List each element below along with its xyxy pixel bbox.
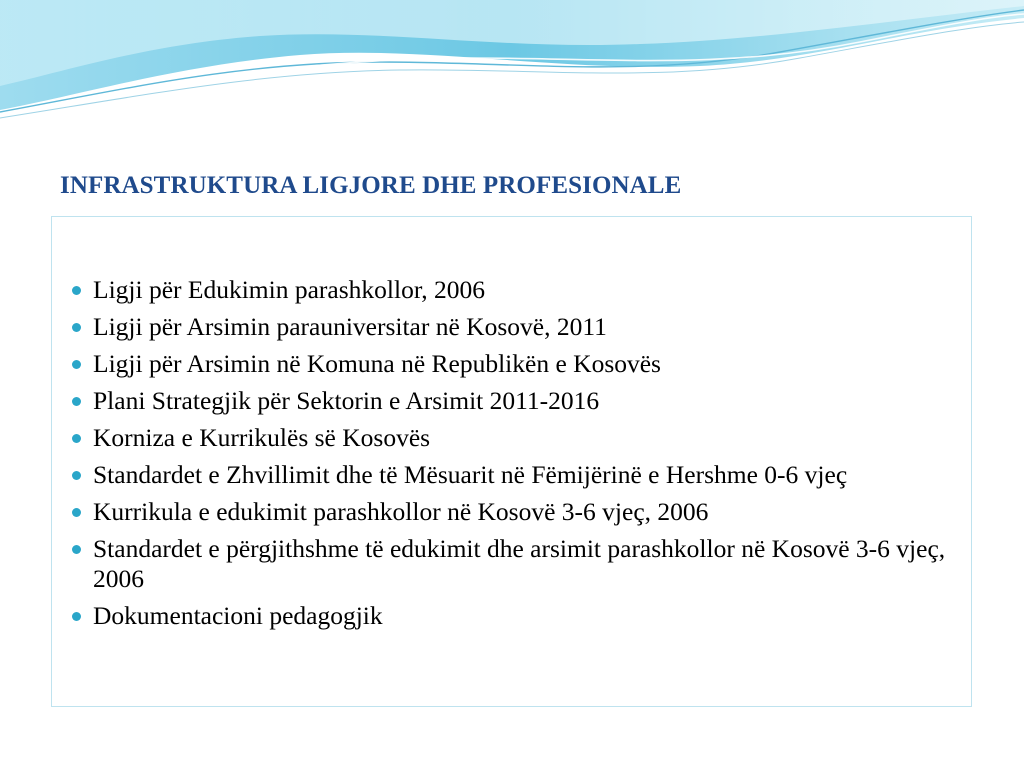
list-item-text: Dokumentacioni pedagogjik <box>93 601 383 630</box>
bullet-icon <box>72 323 81 332</box>
bullet-icon <box>72 434 81 443</box>
list-item <box>52 460 973 490</box>
slide-title: INFRASTRUKTURA LIGJORE DHE PROFESIONALE <box>60 172 682 199</box>
bullet-icon <box>72 397 81 406</box>
content-box <box>51 216 972 707</box>
list-item-text: Standardet e Zhvillimit dhe të Mësuarit në Fëmijërinë e Hershme 0-6 vjeç <box>93 460 848 489</box>
list-item <box>52 497 973 527</box>
bullet-icon <box>72 508 81 517</box>
wave-banner <box>0 0 1024 130</box>
list-item-text: Ligji për Edukimin parashkollor, 2006 <box>93 275 486 304</box>
list-item-text: Kurrikula e edukimit parashkollor në Kosovë 3-6 vjeç, 2006 <box>93 497 709 526</box>
bullet-icon <box>72 612 81 621</box>
list-item-text: Plani Strategjik për Sektorin e Arsimit 2011-2016 <box>93 386 600 415</box>
list-item <box>52 534 973 594</box>
list-item <box>52 312 973 342</box>
list-item-text: Ligji për Arsimin në Komuna në Republikën e Kosovës <box>93 349 661 378</box>
list-item <box>52 601 973 631</box>
list-item <box>52 423 973 453</box>
list-item <box>52 349 973 379</box>
bullet-icon <box>72 286 81 295</box>
list-item-text: Standardet e përgjithshme të edukimit dhe arsimit parashkollor në Kosovë 3-6 vjeç, 2006 <box>93 534 946 593</box>
list-item-text: Korniza e Kurrikulës së Kosovës <box>93 423 431 452</box>
list-item-text: Ligji për Arsimin parauniversitar në Kosovë, 2011 <box>93 312 607 341</box>
bullet-icon <box>72 545 81 554</box>
list-item <box>52 386 973 416</box>
list-item <box>52 275 973 305</box>
bullet-icon <box>72 471 81 480</box>
bullet-list <box>52 275 973 638</box>
bullet-icon <box>72 360 81 369</box>
